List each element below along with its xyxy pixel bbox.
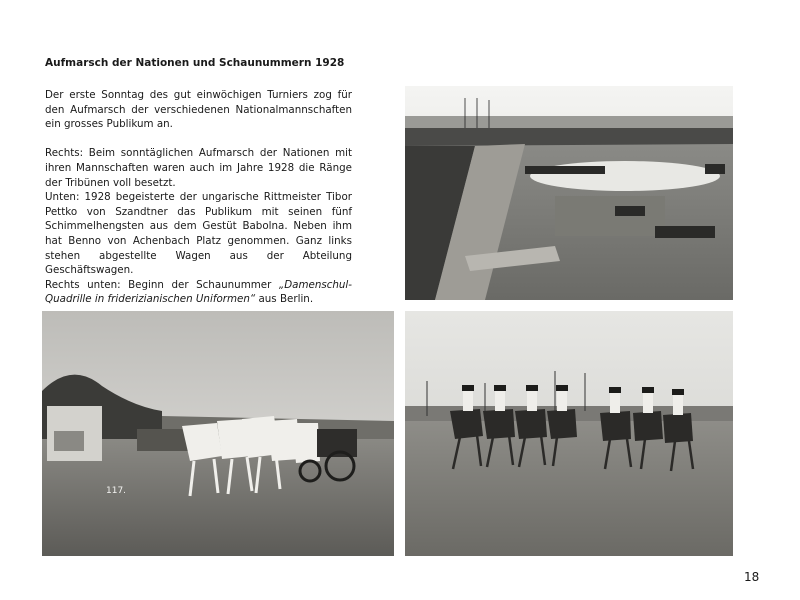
photo-mark-117: 117. xyxy=(106,486,127,496)
photo-schimmel-carriage xyxy=(42,311,394,556)
page-heading: Aufmarsch der Nationen und Schaunummern 1928 xyxy=(45,57,345,69)
caption-right: Rechts: Beim sonntäglichen Aufmarsch der Nationen mit ihren Mannschaften waren auch im Jahre 1928 die Ränge der Tribünen voll besetzt. xyxy=(45,147,352,189)
caption-bottom-right xyxy=(45,278,352,307)
photo-stadium-parade xyxy=(405,86,733,300)
page-number: 18 xyxy=(744,570,760,584)
photo-damenschul-quadrille xyxy=(405,311,733,556)
quadrille-title: „Damenschul-Quadrille in friderizianischen Uniformen“ xyxy=(45,278,352,306)
caption-below: Unten: 1928 begeisterte der ungarische Rittmeister Tibor Pettko von Szandtner das Publikum mit seinen fünf Schimmelhengsten aus dem Gestüt Babolna. Neben ihm hat Benno von Achenbach Platz genommen. Ganz links stehen abgestellte Wagen aus der Abteilung Geschäftswagen. xyxy=(45,191,352,277)
caption-bottom-right-prefix: Rechts unten: Beginn der Schaunummer xyxy=(45,278,279,291)
article-text xyxy=(45,88,352,307)
intro-paragraph: Der erste Sonntag des gut einwöchigen Turniers zog für den Aufmarsch der verschiedenen Nationalmannschaften ein grosses Publikum an. xyxy=(45,89,352,131)
caption-bottom-right-suffix: aus Berlin. xyxy=(255,293,314,306)
